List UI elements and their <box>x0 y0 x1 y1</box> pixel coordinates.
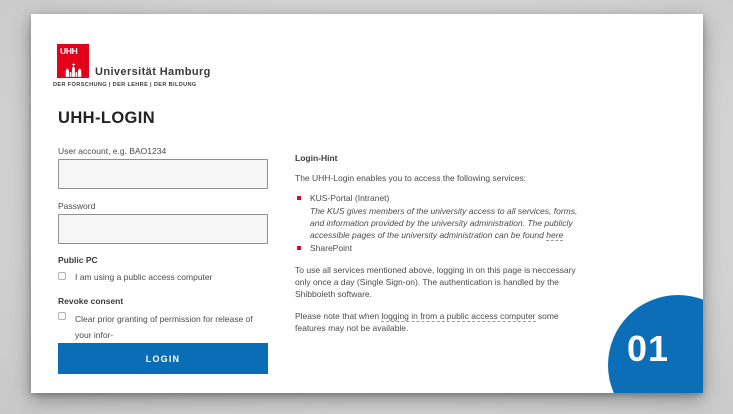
login-hint-panel <box>295 153 586 334</box>
public-access-note: Please note that when logging in from a public access computer some features may not be available. <box>295 311 559 333</box>
revoke-consent-heading: Revoke consent <box>58 296 124 306</box>
password-input[interactable] <box>58 214 268 244</box>
kus-portal-description: The KUS gives members of the university access to all services, forms, and information provided by the university administration. The publicly accessible pages of the university administration can be found here <box>310 206 578 240</box>
public-access-computer-link[interactable]: logging in from a public access computer <box>381 311 536 321</box>
public-pc-checkbox-label: I am using a public access computer <box>75 272 213 282</box>
revoke-consent-checkbox[interactable] <box>58 312 66 320</box>
list-item-kus-portal <box>295 192 586 241</box>
university-tagline: DER FORSCHUNG | DER LEHRE | DER BILDUNG <box>53 82 197 88</box>
step-number-badge <box>608 295 703 393</box>
page-title: UHH-LOGIN <box>58 109 156 127</box>
uhh-logo-acronym: UHH <box>60 46 78 56</box>
hint-heading: Login-Hint <box>295 153 338 163</box>
services-list <box>295 192 586 254</box>
hamburg-castle-icon <box>64 63 83 77</box>
password-label: Password <box>58 201 96 211</box>
hint-intro: The UHH-Login enables you to access the following services: <box>295 173 527 183</box>
bullet-icon <box>297 196 301 200</box>
kus-portal-title: KUS-Portal (Intranet) <box>310 193 390 203</box>
university-name: Universität Hamburg <box>95 66 211 78</box>
uhh-logo <box>57 44 89 78</box>
public-pc-checkbox[interactable] <box>58 272 66 280</box>
step-number: 01 <box>626 328 670 369</box>
here-link[interactable]: here <box>546 230 564 240</box>
bullet-icon <box>297 246 301 250</box>
public-pc-option[interactable] <box>58 271 212 282</box>
login-card <box>31 14 703 393</box>
username-label: User account, e.g. BAO1234 <box>58 146 167 156</box>
username-input[interactable] <box>58 159 268 189</box>
single-sign-on-paragraph: To use all services mentioned above, logging in on this page is neccessary only once a day (Single Sign-on). The authentication is handled by the Shibboleth software. <box>295 265 576 299</box>
sharepoint-title: SharePoint <box>310 243 353 253</box>
revoke-consent-checkbox-label: Clear prior granting of permission for release of your infor- <box>75 314 253 340</box>
public-pc-heading: Public PC <box>58 255 98 265</box>
list-item-sharepoint <box>295 242 586 254</box>
login-button[interactable]: LOGIN <box>58 343 268 374</box>
